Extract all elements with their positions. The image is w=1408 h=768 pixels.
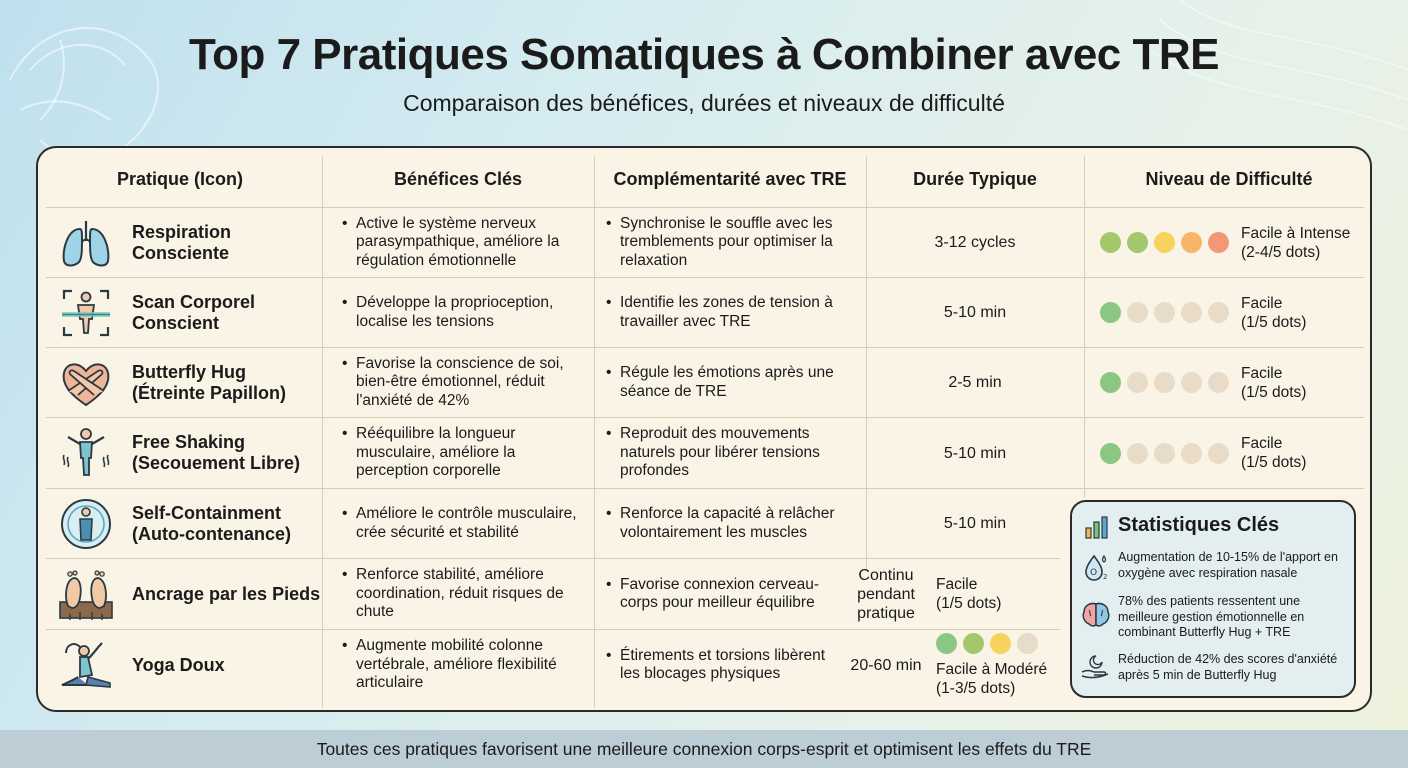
difficulty-dot	[1208, 302, 1229, 323]
practice-name: Butterfly Hug (Étreinte Papillon)	[132, 361, 287, 403]
table-row	[46, 208, 1364, 277]
difficulty-dots	[1100, 302, 1229, 323]
stat-item: Réduction de 42% des scores d'anxiété après 5 min de Butterfly Hug	[1118, 652, 1338, 682]
difficulty-dot	[1208, 232, 1229, 253]
header-duration: Durée Typique	[913, 168, 1037, 189]
practice-name: Respiration Consciente	[132, 221, 232, 263]
difficulty-dot	[1127, 443, 1148, 464]
duration-text: 3-12 cycles	[934, 234, 1016, 251]
practice-name: Free Shaking (Secouement Libre)	[132, 432, 301, 473]
svg-text:2: 2	[1103, 573, 1108, 581]
butterfly-hug-icon	[58, 355, 114, 411]
body-scan-icon	[58, 285, 114, 341]
header-practice: Pratique (Icon)	[116, 168, 243, 189]
header-complement: Complémentarité avec TRE	[613, 168, 847, 189]
stats-panel	[1070, 500, 1356, 698]
benefit-text: • Active le système nerveux parasympathique, améliore la régulation émotionnelle	[342, 215, 592, 271]
duration-text: 5-10 min	[943, 515, 1007, 532]
duration-text: 5-10 min	[943, 304, 1007, 321]
practice-name: Yoga Doux	[132, 654, 225, 675]
difficulty-dot	[1208, 443, 1229, 464]
difficulty-dot	[1100, 232, 1121, 253]
benefit-text: • Renforce stabilité, améliore coordination, réduit risques de chute	[342, 566, 592, 622]
self-containment-icon	[58, 496, 114, 552]
difficulty-dot	[1017, 633, 1038, 654]
practice-name: Scan Corporel Conscient	[132, 291, 256, 333]
difficulty-dots	[1100, 372, 1229, 393]
difficulty-dot	[1154, 232, 1175, 253]
header-benefits: Bénéfices Clés	[393, 168, 523, 189]
benefit-text: • Améliore le contrôle musculaire, crée sécurité et stabilité	[342, 505, 592, 542]
benefit-text: • Développe la proprioception, localise les tensions	[342, 294, 592, 331]
difficulty-label: Facile (1/5 dots)	[936, 576, 1002, 612]
stats-title: Statistiques Clés	[1118, 514, 1280, 536]
difficulty-dot	[1154, 372, 1175, 393]
duration-text: 20-60 min	[850, 656, 922, 674]
difficulty-dot	[1100, 372, 1121, 393]
svg-text:O: O	[1090, 568, 1098, 578]
benefit-text: • Favorise la conscience de soi, bien-être émotionnel, réduit l'anxiété de 42%	[342, 355, 592, 411]
difficulty-dot	[1181, 372, 1202, 393]
difficulty-dot	[936, 633, 957, 654]
difficulty-dot	[1127, 232, 1148, 253]
duration-text: 2-5 min	[948, 374, 1002, 391]
page-subtitle: Comparaison des bénéfices, durées et niveaux de difficulté	[403, 90, 1005, 116]
difficulty-dot	[1127, 372, 1148, 393]
benefit-text: • Rééquilibre la longueur musculaire, améliore la perception corporelle	[342, 425, 592, 481]
difficulty-dot	[963, 633, 984, 654]
stat-item: 78% des patients ressentent une meilleure gestion émotionnelle en combinant Butterfly Hug + TRE	[1118, 594, 1305, 639]
header-difficulty: Niveau de Difficulté	[1145, 168, 1313, 189]
difficulty-dot	[1127, 302, 1148, 323]
yoga-icon	[58, 637, 114, 693]
brain-icon	[1080, 600, 1112, 630]
duration-text: 5-10 min	[943, 444, 1007, 462]
stat-item: Augmentation de 10-15% de l'apport en oxygène avec respiration nasale	[1118, 550, 1338, 580]
oxygen-icon	[1082, 552, 1112, 582]
bar-chart-icon	[1084, 514, 1110, 540]
lungs-icon	[58, 215, 114, 271]
difficulty-dot	[1208, 372, 1229, 393]
table-row	[46, 278, 1364, 347]
difficulty-label: Facile à Modéré (1-3/5 dots)	[936, 660, 1048, 697]
complement-text: • Régule les émotions après une séance de TRE	[606, 364, 868, 401]
complement-text: • Reproduit des mouvements naturels pour libérer tensions profondes	[606, 425, 868, 481]
complement-text: • Synchronise le souffle avec les tremblements pour optimiser la relaxation	[606, 215, 868, 271]
difficulty-dot	[1154, 302, 1175, 323]
duration-text: Continu pendant pratique	[857, 566, 915, 622]
difficulty-label: Facile (1/5 dots)	[1241, 294, 1307, 331]
complement-text: • Identifie les zones de tension à travailler avec TRE	[606, 294, 868, 331]
difficulty-label: Facile (1/5 dots)	[1241, 435, 1307, 471]
feet-grounding-icon	[58, 566, 114, 622]
difficulty-label: Facile à Intense (2-4/5 dots)	[1241, 224, 1351, 261]
complement-text: • Renforce la capacité à relâcher volontairement les muscles	[606, 505, 868, 542]
page-title: Top 7 Pratiques Somatiques à Combiner avec TRE	[188, 30, 1219, 79]
difficulty-dot	[1181, 443, 1202, 464]
difficulty-label: Facile (1/5 dots)	[1241, 364, 1307, 401]
table-row	[46, 418, 1364, 488]
practice-name: Self-Containment (Auto-contenance)	[132, 502, 291, 544]
difficulty-dots	[1100, 443, 1229, 464]
difficulty-dot	[1100, 302, 1121, 323]
footer-banner: Toutes ces pratiques favorisent une meilleure connexion corps-esprit et optimisent les effets du TRE	[0, 730, 1408, 768]
complement-text: • Favorise connexion cerveau-corps pour meilleur équilibre	[606, 576, 842, 613]
difficulty-dot	[1181, 232, 1202, 253]
shaking-person-icon	[58, 425, 114, 481]
difficulty-dot	[1181, 302, 1202, 323]
difficulty-dots	[936, 633, 1038, 654]
benefit-text: • Augmente mobilité colonne vertébrale, améliore flexibilité articulaire	[342, 637, 592, 693]
calm-hand-icon	[1080, 652, 1112, 680]
practice-name: Ancrage par les Pieds	[132, 583, 321, 604]
difficulty-dot	[990, 633, 1011, 654]
complement-text: • Étirements et torsions libèrent les blocages physiques	[606, 647, 842, 684]
difficulty-dot	[1154, 443, 1175, 464]
difficulty-dots	[1100, 232, 1229, 253]
difficulty-dot	[1100, 443, 1121, 464]
table-row	[46, 348, 1364, 417]
